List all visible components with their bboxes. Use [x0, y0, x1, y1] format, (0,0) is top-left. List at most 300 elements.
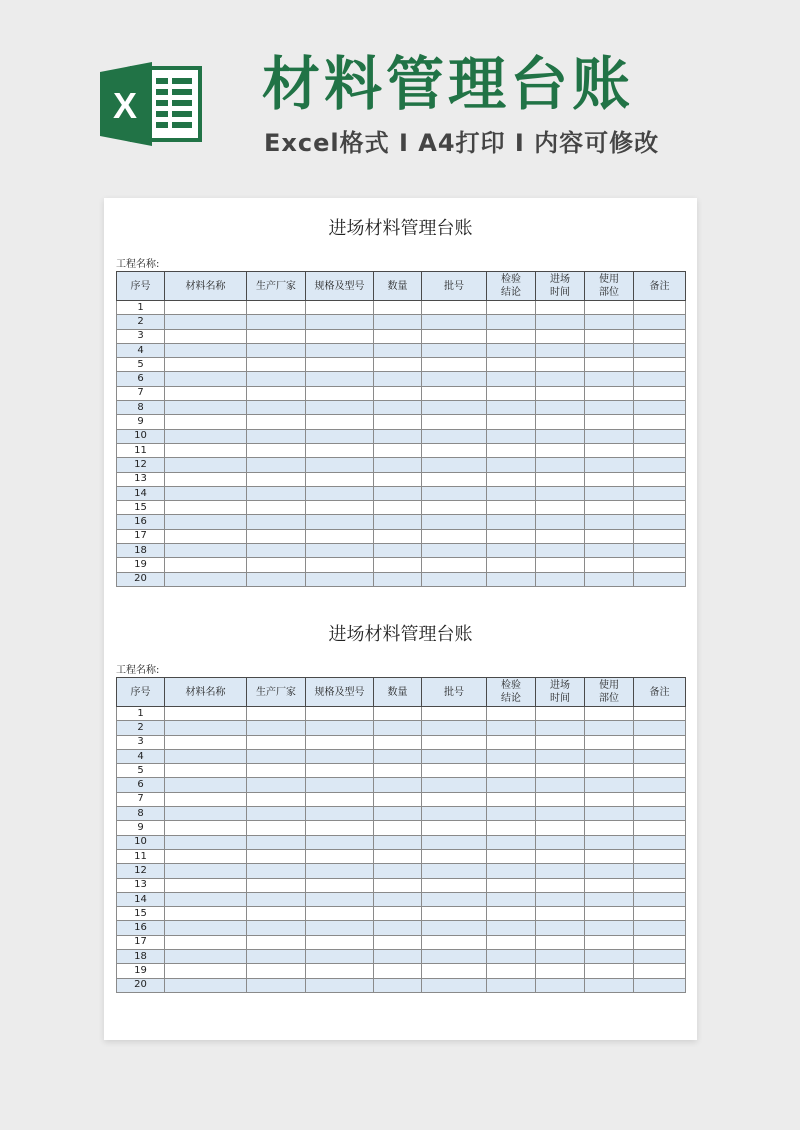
table-cell[interactable] [374, 529, 422, 543]
table-cell[interactable] [247, 443, 306, 457]
table-cell[interactable] [422, 501, 487, 515]
table-cell[interactable] [422, 315, 487, 329]
table-cell[interactable] [165, 415, 247, 429]
table-cell[interactable] [487, 329, 536, 343]
table-cell[interactable] [634, 486, 686, 500]
table-cell[interactable] [536, 372, 585, 386]
table-cell[interactable] [422, 386, 487, 400]
table-cell[interactable] [585, 443, 634, 457]
table-cell[interactable] [634, 329, 686, 343]
table-cell[interactable] [165, 921, 247, 935]
table-cell[interactable] [422, 792, 487, 806]
table-cell[interactable] [165, 429, 247, 443]
table-cell[interactable] [247, 486, 306, 500]
table-cell[interactable] [165, 864, 247, 878]
table-cell[interactable] [487, 835, 536, 849]
table-cell[interactable] [247, 558, 306, 572]
table-cell[interactable] [247, 721, 306, 735]
table-cell[interactable] [536, 343, 585, 357]
table-cell[interactable] [374, 849, 422, 863]
table-cell[interactable] [585, 301, 634, 315]
table-cell[interactable] [487, 515, 536, 529]
table-cell[interactable] [306, 721, 374, 735]
table-cell[interactable] [422, 458, 487, 472]
table-cell[interactable] [374, 735, 422, 749]
table-cell[interactable] [422, 544, 487, 558]
table-cell[interactable] [536, 950, 585, 964]
table-cell[interactable] [634, 878, 686, 892]
table-cell[interactable] [585, 835, 634, 849]
table-cell[interactable] [634, 501, 686, 515]
table-cell[interactable] [536, 301, 585, 315]
table-cell[interactable] [536, 529, 585, 543]
table-cell[interactable] [247, 735, 306, 749]
table-cell[interactable] [306, 978, 374, 992]
table-cell[interactable] [374, 429, 422, 443]
table-cell[interactable] [634, 935, 686, 949]
table-cell[interactable] [634, 372, 686, 386]
table-cell[interactable] [306, 821, 374, 835]
table-cell[interactable] [306, 764, 374, 778]
table-cell[interactable] [374, 329, 422, 343]
table-cell[interactable] [374, 892, 422, 906]
table-cell[interactable] [165, 749, 247, 763]
table-cell[interactable] [487, 429, 536, 443]
table-cell[interactable] [585, 343, 634, 357]
table-cell[interactable] [247, 458, 306, 472]
table-cell[interactable] [422, 878, 487, 892]
table-cell[interactable] [585, 764, 634, 778]
table-cell[interactable] [634, 458, 686, 472]
table-cell[interactable] [422, 472, 487, 486]
table-cell[interactable] [422, 443, 487, 457]
table-cell[interactable] [634, 792, 686, 806]
table-cell[interactable] [536, 429, 585, 443]
table-cell[interactable] [634, 401, 686, 415]
table-cell[interactable] [585, 778, 634, 792]
table-cell[interactable] [585, 515, 634, 529]
table-cell[interactable] [422, 764, 487, 778]
table-cell[interactable] [487, 749, 536, 763]
table-cell[interactable] [487, 558, 536, 572]
table-cell[interactable] [165, 935, 247, 949]
table-cell[interactable] [306, 386, 374, 400]
table-cell[interactable] [487, 458, 536, 472]
table-cell[interactable] [306, 515, 374, 529]
table-cell[interactable] [634, 749, 686, 763]
table-cell[interactable] [536, 892, 585, 906]
table-cell[interactable] [374, 835, 422, 849]
table-cell[interactable] [585, 458, 634, 472]
table-cell[interactable] [585, 907, 634, 921]
table-cell[interactable] [422, 721, 487, 735]
table-cell[interactable] [585, 749, 634, 763]
table-cell[interactable] [374, 778, 422, 792]
table-cell[interactable] [487, 472, 536, 486]
table-cell[interactable] [487, 950, 536, 964]
table-cell[interactable] [247, 515, 306, 529]
table-cell[interactable] [487, 907, 536, 921]
table-cell[interactable] [536, 764, 585, 778]
table-cell[interactable] [306, 849, 374, 863]
table-cell[interactable] [422, 935, 487, 949]
table-cell[interactable] [306, 835, 374, 849]
table-cell[interactable] [536, 458, 585, 472]
table-cell[interactable] [422, 486, 487, 500]
table-cell[interactable] [247, 315, 306, 329]
table-cell[interactable] [585, 486, 634, 500]
table-cell[interactable] [306, 329, 374, 343]
table-cell[interactable] [634, 707, 686, 721]
table-cell[interactable] [374, 907, 422, 921]
table-cell[interactable] [536, 443, 585, 457]
table-cell[interactable] [247, 358, 306, 372]
table-cell[interactable] [247, 878, 306, 892]
table-cell[interactable] [487, 544, 536, 558]
table-cell[interactable] [634, 721, 686, 735]
table-cell[interactable] [247, 749, 306, 763]
table-cell[interactable] [634, 515, 686, 529]
table-cell[interactable] [634, 443, 686, 457]
table-cell[interactable] [487, 415, 536, 429]
table-cell[interactable] [536, 501, 585, 515]
table-cell[interactable] [247, 301, 306, 315]
table-cell[interactable] [165, 907, 247, 921]
table-cell[interactable] [422, 401, 487, 415]
table-cell[interactable] [306, 358, 374, 372]
table-cell[interactable] [585, 558, 634, 572]
table-cell[interactable] [536, 415, 585, 429]
table-cell[interactable] [536, 558, 585, 572]
table-cell[interactable] [487, 572, 536, 586]
table-cell[interactable] [306, 529, 374, 543]
table-cell[interactable] [374, 301, 422, 315]
table-cell[interactable] [634, 529, 686, 543]
table-cell[interactable] [306, 792, 374, 806]
table-cell[interactable] [634, 907, 686, 921]
table-cell[interactable] [422, 572, 487, 586]
table-cell[interactable] [165, 707, 247, 721]
table-cell[interactable] [487, 921, 536, 935]
table-cell[interactable] [306, 372, 374, 386]
table-cell[interactable] [165, 372, 247, 386]
table-cell[interactable] [487, 443, 536, 457]
table-cell[interactable] [634, 764, 686, 778]
table-cell[interactable] [374, 878, 422, 892]
table-cell[interactable] [536, 515, 585, 529]
table-cell[interactable] [247, 807, 306, 821]
table-cell[interactable] [374, 343, 422, 357]
table-cell[interactable] [306, 544, 374, 558]
table-cell[interactable] [536, 821, 585, 835]
table-cell[interactable] [165, 529, 247, 543]
table-cell[interactable] [165, 301, 247, 315]
table-cell[interactable] [634, 429, 686, 443]
table-cell[interactable] [487, 401, 536, 415]
table-cell[interactable] [487, 978, 536, 992]
table-cell[interactable] [585, 501, 634, 515]
table-cell[interactable] [374, 707, 422, 721]
table-cell[interactable] [536, 878, 585, 892]
table-cell[interactable] [247, 864, 306, 878]
table-cell[interactable] [374, 486, 422, 500]
table-cell[interactable] [634, 950, 686, 964]
table-cell[interactable] [487, 807, 536, 821]
table-cell[interactable] [585, 849, 634, 863]
table-cell[interactable] [247, 329, 306, 343]
table-cell[interactable] [374, 964, 422, 978]
table-cell[interactable] [487, 964, 536, 978]
table-cell[interactable] [536, 544, 585, 558]
table-cell[interactable] [585, 358, 634, 372]
table-cell[interactable] [422, 515, 487, 529]
table-cell[interactable] [165, 821, 247, 835]
table-cell[interactable] [634, 472, 686, 486]
table-cell[interactable] [306, 749, 374, 763]
table-cell[interactable] [422, 978, 487, 992]
table-cell[interactable] [374, 950, 422, 964]
table-cell[interactable] [536, 864, 585, 878]
table-cell[interactable] [374, 515, 422, 529]
table-cell[interactable] [536, 329, 585, 343]
table-cell[interactable] [374, 572, 422, 586]
table-cell[interactable] [585, 707, 634, 721]
table-cell[interactable] [247, 501, 306, 515]
table-cell[interactable] [585, 429, 634, 443]
table-cell[interactable] [247, 835, 306, 849]
table-cell[interactable] [247, 849, 306, 863]
table-cell[interactable] [306, 735, 374, 749]
table-cell[interactable] [165, 849, 247, 863]
table-cell[interactable] [422, 735, 487, 749]
table-cell[interactable] [487, 892, 536, 906]
table-cell[interactable] [374, 821, 422, 835]
table-cell[interactable] [487, 372, 536, 386]
table-cell[interactable] [306, 964, 374, 978]
table-cell[interactable] [634, 544, 686, 558]
table-cell[interactable] [306, 950, 374, 964]
table-cell[interactable] [374, 401, 422, 415]
table-cell[interactable] [165, 515, 247, 529]
table-cell[interactable] [306, 878, 374, 892]
table-cell[interactable] [634, 978, 686, 992]
table-cell[interactable] [585, 386, 634, 400]
table-cell[interactable] [536, 935, 585, 949]
table-cell[interactable] [487, 501, 536, 515]
table-cell[interactable] [422, 329, 487, 343]
table-cell[interactable] [247, 429, 306, 443]
table-cell[interactable] [487, 821, 536, 835]
table-cell[interactable] [374, 315, 422, 329]
table-cell[interactable] [165, 558, 247, 572]
table-cell[interactable] [536, 792, 585, 806]
table-cell[interactable] [585, 472, 634, 486]
table-cell[interactable] [306, 472, 374, 486]
table-cell[interactable] [585, 821, 634, 835]
table-cell[interactable] [374, 358, 422, 372]
table-cell[interactable] [247, 401, 306, 415]
table-cell[interactable] [247, 764, 306, 778]
table-cell[interactable] [306, 443, 374, 457]
table-cell[interactable] [536, 472, 585, 486]
table-cell[interactable] [165, 892, 247, 906]
table-cell[interactable] [487, 358, 536, 372]
table-cell[interactable] [306, 301, 374, 315]
table-cell[interactable] [536, 749, 585, 763]
table-cell[interactable] [487, 849, 536, 863]
table-cell[interactable] [634, 735, 686, 749]
table-cell[interactable] [306, 415, 374, 429]
table-cell[interactable] [422, 558, 487, 572]
table-cell[interactable] [585, 721, 634, 735]
table-cell[interactable] [585, 892, 634, 906]
table-cell[interactable] [306, 707, 374, 721]
table-cell[interactable] [247, 978, 306, 992]
table-cell[interactable] [487, 864, 536, 878]
table-cell[interactable] [165, 358, 247, 372]
table-cell[interactable] [374, 921, 422, 935]
table-cell[interactable] [487, 935, 536, 949]
table-cell[interactable] [165, 486, 247, 500]
table-cell[interactable] [374, 764, 422, 778]
table-cell[interactable] [585, 921, 634, 935]
table-cell[interactable] [536, 735, 585, 749]
table-cell[interactable] [247, 921, 306, 935]
table-cell[interactable] [422, 529, 487, 543]
table-cell[interactable] [585, 950, 634, 964]
table-cell[interactable] [536, 358, 585, 372]
table-cell[interactable] [585, 935, 634, 949]
table-cell[interactable] [536, 964, 585, 978]
table-cell[interactable] [634, 415, 686, 429]
table-cell[interactable] [374, 386, 422, 400]
table-cell[interactable] [374, 792, 422, 806]
table-cell[interactable] [165, 978, 247, 992]
table-cell[interactable] [165, 735, 247, 749]
table-cell[interactable] [422, 835, 487, 849]
table-cell[interactable] [585, 415, 634, 429]
table-cell[interactable] [247, 935, 306, 949]
table-cell[interactable] [585, 792, 634, 806]
table-cell[interactable] [422, 301, 487, 315]
table-cell[interactable] [374, 544, 422, 558]
table-cell[interactable] [306, 486, 374, 500]
table-cell[interactable] [487, 529, 536, 543]
table-cell[interactable] [634, 864, 686, 878]
table-cell[interactable] [634, 386, 686, 400]
table-cell[interactable] [634, 572, 686, 586]
table-cell[interactable] [422, 429, 487, 443]
table-cell[interactable] [487, 735, 536, 749]
table-cell[interactable] [374, 749, 422, 763]
table-cell[interactable] [247, 472, 306, 486]
table-cell[interactable] [585, 372, 634, 386]
table-cell[interactable] [165, 878, 247, 892]
table-cell[interactable] [374, 443, 422, 457]
table-cell[interactable] [374, 978, 422, 992]
table-cell[interactable] [306, 343, 374, 357]
table-cell[interactable] [306, 501, 374, 515]
table-cell[interactable] [306, 458, 374, 472]
table-cell[interactable] [634, 807, 686, 821]
table-cell[interactable] [165, 315, 247, 329]
table-cell[interactable] [165, 501, 247, 515]
table-cell[interactable] [585, 529, 634, 543]
table-cell[interactable] [487, 792, 536, 806]
table-cell[interactable] [422, 821, 487, 835]
table-cell[interactable] [536, 707, 585, 721]
table-cell[interactable] [634, 892, 686, 906]
table-cell[interactable] [634, 835, 686, 849]
table-cell[interactable] [634, 849, 686, 863]
table-cell[interactable] [585, 329, 634, 343]
table-cell[interactable] [487, 386, 536, 400]
table-cell[interactable] [306, 907, 374, 921]
table-cell[interactable] [422, 849, 487, 863]
table-cell[interactable] [422, 907, 487, 921]
table-cell[interactable] [247, 343, 306, 357]
table-cell[interactable] [247, 707, 306, 721]
table-cell[interactable] [306, 558, 374, 572]
table-cell[interactable] [165, 964, 247, 978]
table-cell[interactable] [165, 386, 247, 400]
table-cell[interactable] [374, 458, 422, 472]
table-cell[interactable] [374, 721, 422, 735]
table-cell[interactable] [165, 544, 247, 558]
table-cell[interactable] [536, 921, 585, 935]
table-cell[interactable] [634, 315, 686, 329]
table-cell[interactable] [422, 892, 487, 906]
table-cell[interactable] [247, 907, 306, 921]
table-cell[interactable] [374, 864, 422, 878]
table-cell[interactable] [165, 329, 247, 343]
table-cell[interactable] [634, 778, 686, 792]
table-cell[interactable] [422, 372, 487, 386]
table-cell[interactable] [374, 415, 422, 429]
table-cell[interactable] [422, 343, 487, 357]
table-cell[interactable] [165, 343, 247, 357]
table-cell[interactable] [487, 707, 536, 721]
table-cell[interactable] [374, 472, 422, 486]
table-cell[interactable] [422, 864, 487, 878]
table-cell[interactable] [247, 529, 306, 543]
table-cell[interactable] [306, 892, 374, 906]
table-cell[interactable] [306, 401, 374, 415]
table-cell[interactable] [165, 458, 247, 472]
table-cell[interactable] [422, 358, 487, 372]
table-cell[interactable] [306, 807, 374, 821]
table-cell[interactable] [634, 921, 686, 935]
table-cell[interactable] [487, 878, 536, 892]
table-cell[interactable] [165, 835, 247, 849]
table-cell[interactable] [422, 707, 487, 721]
table-cell[interactable] [422, 807, 487, 821]
table-cell[interactable] [422, 749, 487, 763]
table-cell[interactable] [536, 907, 585, 921]
table-cell[interactable] [585, 964, 634, 978]
table-cell[interactable] [247, 572, 306, 586]
table-cell[interactable] [634, 343, 686, 357]
table-cell[interactable] [422, 964, 487, 978]
table-cell[interactable] [306, 315, 374, 329]
table-cell[interactable] [247, 892, 306, 906]
table-cell[interactable] [585, 807, 634, 821]
table-cell[interactable] [487, 315, 536, 329]
table-cell[interactable] [165, 721, 247, 735]
table-cell[interactable] [165, 401, 247, 415]
table-cell[interactable] [585, 572, 634, 586]
table-cell[interactable] [536, 486, 585, 500]
